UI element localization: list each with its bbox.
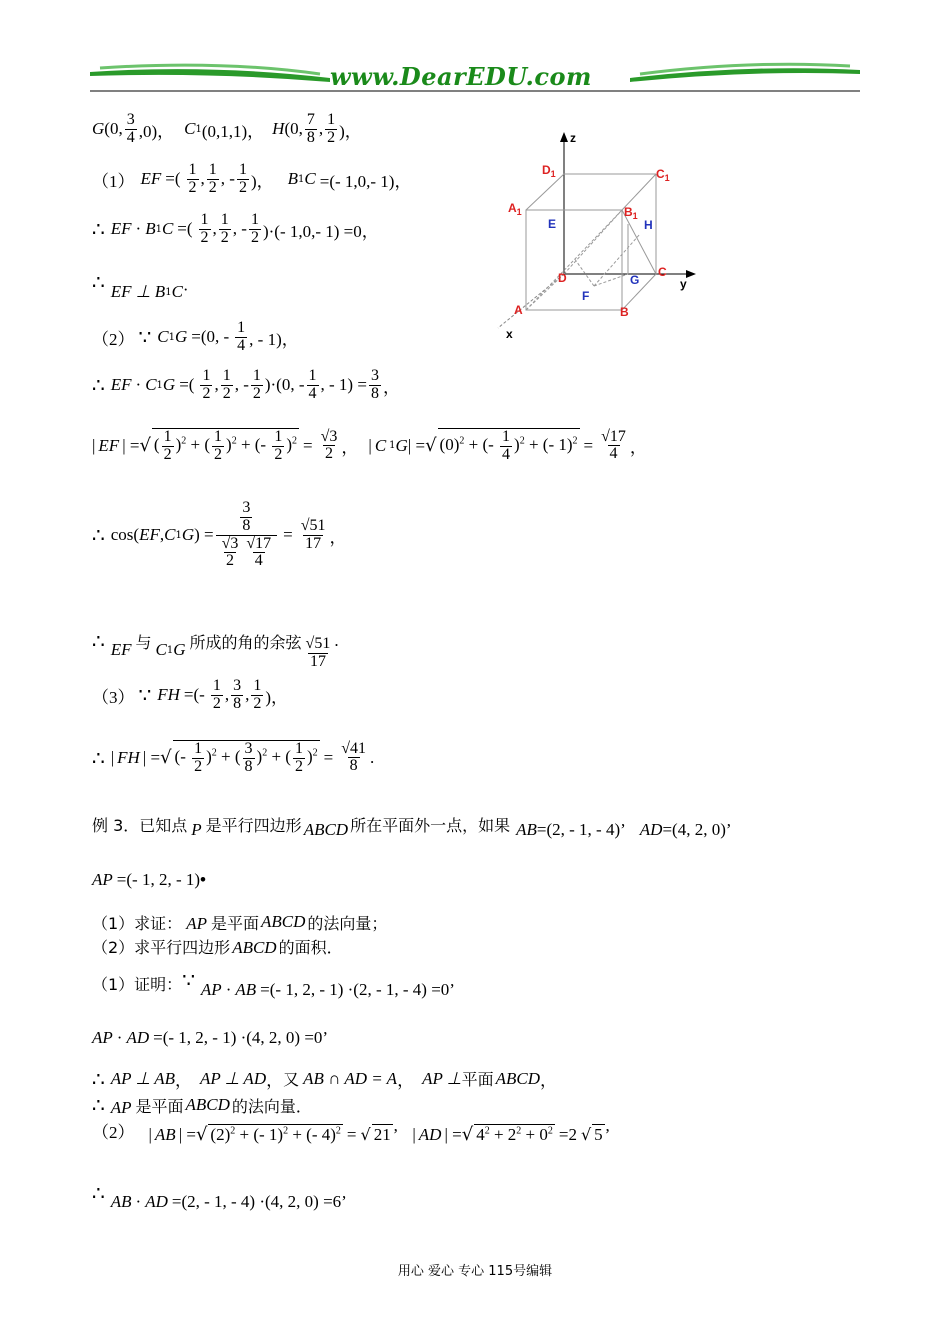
text-cosine-phrase: 所成的角的余弦 — [189, 632, 302, 652]
part-3-label: （3） — [92, 687, 135, 707]
cube-diagram — [490, 128, 710, 348]
svg-text:C1: $C_1$ — [656, 167, 670, 183]
svg-text:D1: $D_1$ — [542, 163, 556, 179]
text-normal-2: 的法向量． — [231, 1096, 312, 1116]
axis-y-label: y — [680, 277, 687, 291]
question-2: （2）求平行四边形 — [92, 937, 231, 957]
point-a-label: A — [514, 303, 523, 317]
proof-label: （1）证明： — [92, 974, 183, 994]
point-g-label: G — [630, 273, 640, 287]
point-d-label: D — [558, 271, 567, 285]
text-normal: 是平面 — [135, 1096, 184, 1116]
point-f-label: F — [582, 289, 590, 303]
svg-text:A1: $A_1$ — [508, 201, 522, 217]
example-3-intro: 例 3．已知点 — [92, 815, 188, 835]
svg-text:B1: $B_1$ — [624, 205, 638, 221]
question-1-b: 是平面 — [210, 913, 259, 933]
example-3-text-b: 是平行四边形 — [205, 815, 302, 835]
page-footer: 用心 爱心 专心 115号编辑 — [397, 1264, 553, 1279]
axis-x-label: x — [506, 327, 513, 341]
question-2-b: 的面积． — [278, 937, 343, 957]
text-yu: 与 — [135, 632, 152, 652]
point-b-label: B — [620, 305, 629, 319]
example-3-text-c: 所在平面外一点，如果 — [350, 815, 511, 835]
text-also: 又 — [283, 1070, 300, 1089]
question-1: （1）求证： — [92, 913, 183, 933]
part-2-label: （2） — [92, 329, 135, 349]
point-c-label: C — [658, 265, 667, 279]
axis-z-label: z — [570, 131, 576, 145]
part-2b-label: （2） — [92, 1123, 135, 1142]
point-e-label: E — [548, 217, 557, 231]
coord-g: G — [92, 119, 105, 139]
point-h-label: H — [644, 218, 653, 232]
text-plane: 平面 — [461, 1070, 494, 1089]
header-banner — [90, 60, 860, 94]
part-1-label: （1） — [92, 171, 135, 191]
question-1-c: 的法向量； — [307, 913, 388, 933]
site-logo-text: www.DearEDU.com — [330, 62, 592, 91]
